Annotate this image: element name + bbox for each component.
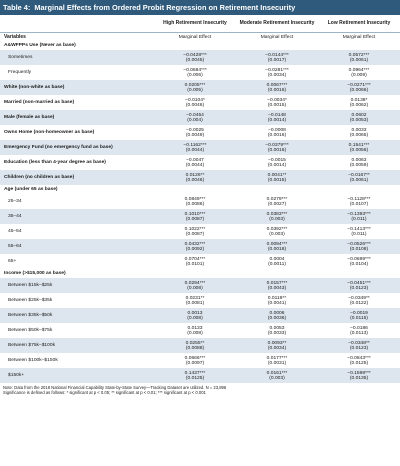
standard-error-value: (0.0108) bbox=[349, 246, 369, 252]
standard-error-value: (0.003) bbox=[269, 231, 285, 237]
standard-error-value: (0.011) bbox=[351, 216, 367, 222]
variable-label: Frequently bbox=[0, 65, 154, 80]
marginal-effect-value: 0.1010*** bbox=[184, 211, 206, 217]
standard-error-value: (0.0122) bbox=[349, 300, 369, 306]
cell-high bbox=[154, 368, 236, 383]
marginal-effect-value: −0.1393*** bbox=[347, 211, 371, 217]
marginal-effect-value: −0.0047 bbox=[186, 157, 204, 163]
cell-moderate bbox=[236, 323, 318, 338]
marginal-effect-value: 0.0041** bbox=[267, 172, 287, 178]
marginal-effect-value: −0.0008 bbox=[268, 127, 286, 133]
standard-error-value: (0.0049) bbox=[185, 132, 205, 138]
variable-label: Between $15k–$25k bbox=[0, 278, 154, 293]
marginal-effect-value: −0.1128*** bbox=[347, 196, 371, 202]
standard-error-value: (0.009) bbox=[351, 72, 367, 78]
header-blank bbox=[0, 15, 154, 33]
marginal-effect-value: 0.0053 bbox=[269, 325, 285, 331]
cell-low bbox=[318, 95, 400, 110]
cell-low bbox=[318, 140, 400, 155]
cell-moderate bbox=[236, 170, 318, 185]
standard-error-value: (0.0041) bbox=[267, 300, 287, 306]
standard-error-value: (0.0107) bbox=[349, 201, 369, 207]
table-row bbox=[0, 110, 400, 125]
table-row bbox=[0, 338, 400, 353]
marginal-effect-value: −0.0167** bbox=[348, 172, 370, 178]
standard-error-value: (0.0123) bbox=[349, 285, 369, 291]
standard-error-value: (0.003) bbox=[269, 216, 285, 222]
variable-label: Sometimes bbox=[0, 50, 154, 65]
cell-high bbox=[154, 194, 236, 209]
cell-low bbox=[318, 239, 400, 254]
table-row bbox=[0, 353, 400, 368]
marginal-effect-value: 0.0063 bbox=[351, 157, 367, 163]
table-body bbox=[0, 41, 400, 383]
marginal-effect-value: −0.0843*** bbox=[347, 355, 371, 361]
marginal-effect-value: −0.0428*** bbox=[183, 52, 207, 58]
cell-high bbox=[154, 209, 236, 224]
marginal-effect-value: −0.0451*** bbox=[347, 280, 371, 286]
marginal-effect-value: 0.0205*** bbox=[184, 82, 206, 88]
standard-error-value: (0.0066) bbox=[349, 87, 369, 93]
variable-label: Owns Home (non-homeowner as base) bbox=[0, 125, 154, 140]
variable-label: Education (less than 4-year degree as base) bbox=[0, 155, 154, 170]
standard-error-value: (0.0123) bbox=[349, 345, 369, 351]
variable-label: Between $25k–$35k bbox=[0, 293, 154, 308]
marginal-effect-value: −0.0281*** bbox=[265, 67, 289, 73]
marginal-effect-value: −0.0684*** bbox=[183, 67, 207, 73]
cell-low bbox=[318, 254, 400, 269]
marginal-effect-value: −0.0015 bbox=[268, 157, 286, 163]
cell-moderate bbox=[236, 80, 318, 95]
variable-label: Between $35k–$50k bbox=[0, 308, 154, 323]
cell-low bbox=[318, 80, 400, 95]
table-row bbox=[0, 209, 400, 224]
standard-error-value: (0.004) bbox=[187, 117, 203, 123]
marginal-effect-value: 0.0138* bbox=[350, 97, 368, 103]
cell-moderate bbox=[236, 209, 318, 224]
standard-error-value: (0.0087) bbox=[185, 231, 205, 237]
table-row bbox=[0, 293, 400, 308]
variable-label: 25–34 bbox=[0, 194, 154, 209]
cell-low bbox=[318, 155, 400, 170]
table-row bbox=[0, 125, 400, 140]
cell-low bbox=[318, 308, 400, 323]
cell-high bbox=[154, 224, 236, 239]
cell-low bbox=[318, 50, 400, 65]
standard-error-value: (0.0016) bbox=[267, 147, 287, 153]
marginal-effect-value: 0.0093** bbox=[267, 340, 287, 346]
cell-high bbox=[154, 353, 236, 368]
marginal-effect-value: 0.1437*** bbox=[184, 370, 206, 376]
table-row bbox=[0, 194, 400, 209]
table-row bbox=[0, 140, 400, 155]
cell-moderate bbox=[236, 254, 318, 269]
standard-error-value: (0.0061) bbox=[349, 177, 369, 183]
cell-moderate bbox=[236, 194, 318, 209]
section-row bbox=[0, 41, 400, 50]
cell-low bbox=[318, 338, 400, 353]
marginal-effect-value: 0.0704*** bbox=[184, 256, 206, 262]
standard-error-value: (0.0125) bbox=[349, 360, 369, 366]
variable-label: Married (non-married as base) bbox=[0, 95, 154, 110]
cell-low bbox=[318, 353, 400, 368]
standard-error-value: (0.005) bbox=[187, 87, 203, 93]
marginal-effect-value: 0.0279*** bbox=[266, 196, 288, 202]
subheader-high: Marginal Effect bbox=[178, 34, 212, 40]
table-number: Table 4: bbox=[3, 3, 31, 12]
standard-error-value: (0.0014) bbox=[267, 117, 287, 123]
header-low: Low Retirement Insecurity bbox=[318, 15, 400, 33]
standard-error-value: (0.0015) bbox=[267, 177, 287, 183]
variable-label: Between $100k–$150k bbox=[0, 353, 154, 368]
marginal-effect-value: −0.0349** bbox=[348, 295, 370, 301]
table-row bbox=[0, 308, 400, 323]
table-row bbox=[0, 278, 400, 293]
standard-error-value: (0.0097) bbox=[185, 360, 205, 366]
cell-high bbox=[154, 95, 236, 110]
standard-error-value: (0.0065) bbox=[349, 132, 369, 138]
marginal-effect-value: 0.0964*** bbox=[348, 67, 370, 73]
cell-low bbox=[318, 278, 400, 293]
cell-high bbox=[154, 80, 236, 95]
cell-moderate bbox=[236, 308, 318, 323]
standard-error-value: (0.0034) bbox=[267, 72, 287, 78]
standard-error-value: (0.0101) bbox=[185, 261, 205, 267]
standard-error-value: (0.0033) bbox=[267, 330, 287, 336]
marginal-effect-value: 0.0094*** bbox=[266, 241, 288, 247]
variable-label: 35–44 bbox=[0, 209, 154, 224]
marginal-effect-value: 0.0255** bbox=[185, 340, 205, 346]
table-row bbox=[0, 50, 400, 65]
standard-error-value: (0.008) bbox=[187, 330, 203, 336]
variable-label: Male (female as base) bbox=[0, 110, 154, 125]
standard-error-value: (0.0086) bbox=[185, 201, 205, 207]
standard-error-value: (0.0087) bbox=[185, 216, 205, 222]
marginal-effect-value: 0.0602 bbox=[351, 112, 367, 118]
cell-low bbox=[318, 125, 400, 140]
marginal-effect-value: 0.1022*** bbox=[184, 226, 206, 232]
variable-label: Emergency Fund (no emergency fund as base) bbox=[0, 140, 154, 155]
variable-label: $150k+ bbox=[0, 368, 154, 383]
marginal-effect-value: 0.0294*** bbox=[184, 280, 206, 286]
marginal-effect-value: 0.0849*** bbox=[184, 196, 206, 202]
cell-moderate bbox=[236, 65, 318, 80]
cell-moderate bbox=[236, 140, 318, 155]
standard-error-value: (0.0017) bbox=[267, 57, 287, 63]
cell-low bbox=[318, 194, 400, 209]
variable-label: Children (no children as base) bbox=[0, 170, 154, 185]
marginal-effect-value: −0.0186 bbox=[350, 325, 368, 331]
marginal-effect-value: −0.0104* bbox=[185, 97, 205, 103]
marginal-effect-value: 0.0383*** bbox=[266, 211, 288, 217]
marginal-effect-value: 0.0157*** bbox=[266, 280, 288, 286]
cell-high bbox=[154, 125, 236, 140]
note-data-source: Note: Data from the 2018 National Financial Capability State-by-State Survey—Tracking Dataset are utilized. N = 23,896 bbox=[3, 385, 227, 390]
standard-error-value: (0.0034) bbox=[267, 345, 287, 351]
variable-label: White (non-white as base) bbox=[0, 80, 154, 95]
marginal-effect-value: 0.0392*** bbox=[266, 226, 288, 232]
marginal-effect-value: 0.0067*** bbox=[266, 82, 288, 88]
cell-high bbox=[154, 65, 236, 80]
standard-error-value: (0.008) bbox=[187, 315, 203, 321]
variable-label: Between $50k–$75k bbox=[0, 323, 154, 338]
table-row bbox=[0, 224, 400, 239]
marginal-effect-value: 0.0231** bbox=[185, 295, 205, 301]
marginal-effect-value: −0.0379*** bbox=[265, 142, 289, 148]
standard-error-value: (0.0045) bbox=[185, 57, 205, 63]
marginal-effect-value: −0.0526*** bbox=[347, 241, 371, 247]
standard-error-value: (0.0043) bbox=[267, 285, 287, 291]
marginal-effect-value: −0.0019 bbox=[350, 310, 368, 316]
marginal-effect-value: 0.0013 bbox=[187, 310, 203, 316]
standard-error-value: (0.0059) bbox=[349, 162, 369, 168]
section-label: Age (under 65 as base) bbox=[0, 185, 400, 194]
results-table bbox=[0, 15, 400, 383]
marginal-effect-value: −0.0348** bbox=[348, 340, 370, 346]
standard-error-value: (0.0056) bbox=[349, 147, 369, 153]
standard-error-value: (0.0104) bbox=[349, 261, 369, 267]
cell-high bbox=[154, 155, 236, 170]
cell-moderate bbox=[236, 353, 318, 368]
standard-error-value: (0.0081) bbox=[185, 300, 205, 306]
cell-high bbox=[154, 308, 236, 323]
header-high: High Retirement Insecurity bbox=[154, 15, 236, 33]
cell-high bbox=[154, 170, 236, 185]
marginal-effect-value: −0.0025 bbox=[186, 127, 204, 133]
table-row bbox=[0, 155, 400, 170]
standard-error-value: (0.0088) bbox=[185, 345, 205, 351]
variable-label: 65+ bbox=[0, 254, 154, 269]
standard-error-value: (0.0018) bbox=[267, 246, 287, 252]
table-row bbox=[0, 239, 400, 254]
cell-moderate bbox=[236, 95, 318, 110]
table-row bbox=[0, 80, 400, 95]
cell-high bbox=[154, 254, 236, 269]
cell-moderate bbox=[236, 50, 318, 65]
cell-high bbox=[154, 278, 236, 293]
cell-moderate bbox=[236, 110, 318, 125]
marginal-effect-value: −0.0454 bbox=[186, 112, 204, 118]
standard-error-value: (0.0062) bbox=[349, 102, 369, 108]
cell-moderate bbox=[236, 224, 318, 239]
table-row bbox=[0, 95, 400, 110]
marginal-effect-value: −0.1598*** bbox=[347, 370, 371, 376]
standard-error-value: (0.0115) bbox=[350, 315, 368, 321]
header-moderate: Moderate Retirement Insecurity bbox=[236, 15, 318, 33]
cell-low bbox=[318, 110, 400, 125]
marginal-effect-value: 0.0004 bbox=[269, 256, 285, 262]
table-row bbox=[0, 368, 400, 383]
marginal-effect-value: −0.0271*** bbox=[347, 82, 371, 88]
section-row bbox=[0, 185, 400, 194]
marginal-effect-value: −0.0699*** bbox=[347, 256, 371, 262]
cell-high bbox=[154, 293, 236, 308]
marginal-effect-value: 0.0432*** bbox=[184, 241, 206, 247]
note-significance: Significance is defined as follows: * significant at p < 0.05; ** significant at p < 0.01; *** significant at p < 0.001 bbox=[3, 390, 206, 395]
section-label: Income (>$15,000 as base) bbox=[0, 269, 400, 278]
standard-error-value: (0.0113) bbox=[350, 330, 368, 336]
marginal-effect-value: 0.0006 bbox=[269, 310, 285, 316]
variable-label: 55–64 bbox=[0, 239, 154, 254]
table-title-bar bbox=[0, 0, 400, 15]
standard-error-value: (0.0016) bbox=[267, 87, 287, 93]
standard-error-value: (0.0053) bbox=[349, 117, 369, 123]
table-row bbox=[0, 254, 400, 269]
cell-moderate bbox=[236, 125, 318, 140]
table-notes bbox=[0, 383, 400, 395]
table-row bbox=[0, 323, 400, 338]
marginal-effect-value: 0.0133 bbox=[187, 325, 203, 331]
cell-low bbox=[318, 209, 400, 224]
subheader-row bbox=[0, 33, 400, 42]
standard-error-value: (0.0135) bbox=[349, 375, 369, 381]
cell-low bbox=[318, 170, 400, 185]
cell-high bbox=[154, 239, 236, 254]
marginal-effect-value: −0.0148 bbox=[268, 112, 286, 118]
variable-label: Between $75k–$100k bbox=[0, 338, 154, 353]
standard-error-value: (0.006) bbox=[187, 72, 203, 78]
standard-error-value: (0.0046) bbox=[185, 102, 205, 108]
standard-error-value: (0.008) bbox=[187, 285, 203, 291]
marginal-effect-value: 0.0666*** bbox=[184, 355, 206, 361]
cell-low bbox=[318, 368, 400, 383]
standard-error-value: (0.0031) bbox=[267, 360, 287, 366]
standard-error-value: (0.0036) bbox=[267, 315, 287, 321]
subheader-low: Marginal Effect bbox=[342, 34, 376, 40]
marginal-effect-value: 0.0177*** bbox=[266, 355, 288, 361]
cell-high bbox=[154, 50, 236, 65]
table-title: Marginal Effects from Ordered Probit Regression on Retirement Insecurity bbox=[34, 3, 296, 12]
marginal-effect-value: −0.1162*** bbox=[183, 142, 207, 148]
standard-error-value: (0.0046) bbox=[185, 177, 205, 183]
cell-low bbox=[318, 65, 400, 80]
cell-moderate bbox=[236, 239, 318, 254]
marginal-effect-value: 0.0119** bbox=[267, 295, 287, 301]
marginal-effect-value: −0.0034* bbox=[267, 97, 287, 103]
standard-error-value: (0.0044) bbox=[185, 162, 205, 168]
subheader-moderate: Marginal Effect bbox=[260, 34, 294, 40]
cell-moderate bbox=[236, 368, 318, 383]
standard-error-value: (0.011) bbox=[351, 231, 367, 237]
standard-error-value: (0.0027) bbox=[267, 201, 287, 207]
header-row bbox=[0, 15, 400, 33]
standard-error-value: (0.0014) bbox=[267, 162, 287, 168]
marginal-effect-value: −0.1413*** bbox=[347, 226, 371, 232]
standard-error-value: (0.003) bbox=[269, 375, 285, 381]
cell-moderate bbox=[236, 338, 318, 353]
variable-label: 45–54 bbox=[0, 224, 154, 239]
standard-error-value: (0.0061) bbox=[349, 57, 369, 63]
cell-moderate bbox=[236, 293, 318, 308]
cell-moderate bbox=[236, 278, 318, 293]
cell-low bbox=[318, 323, 400, 338]
table-row bbox=[0, 65, 400, 80]
marginal-effect-value: 0.0572*** bbox=[348, 52, 370, 58]
cell-high bbox=[154, 338, 236, 353]
standard-error-value: (0.0125) bbox=[185, 375, 205, 381]
cell-high bbox=[154, 323, 236, 338]
standard-error-value: (0.0016) bbox=[267, 132, 287, 138]
marginal-effect-value: 0.0126** bbox=[185, 172, 205, 178]
cell-moderate bbox=[236, 155, 318, 170]
marginal-effect-value: −0.0144*** bbox=[265, 52, 289, 58]
section-label: A&WFPPs Use (Never as base) bbox=[0, 41, 400, 50]
standard-error-value: (0.0044) bbox=[185, 147, 205, 153]
cell-low bbox=[318, 224, 400, 239]
cell-high bbox=[154, 110, 236, 125]
header-variables: Variables bbox=[4, 33, 26, 40]
standard-error-value: (0.0011) bbox=[268, 261, 286, 267]
table-row bbox=[0, 170, 400, 185]
cell-low bbox=[318, 293, 400, 308]
standard-error-value: (0.0015) bbox=[267, 102, 287, 108]
cell-high bbox=[154, 140, 236, 155]
marginal-effect-value: 0.0033 bbox=[351, 127, 367, 133]
marginal-effect-value: 0.1541*** bbox=[348, 142, 370, 148]
section-row bbox=[0, 269, 400, 278]
marginal-effect-value: 0.0161*** bbox=[266, 370, 288, 376]
standard-error-value: (0.0092) bbox=[185, 246, 205, 252]
